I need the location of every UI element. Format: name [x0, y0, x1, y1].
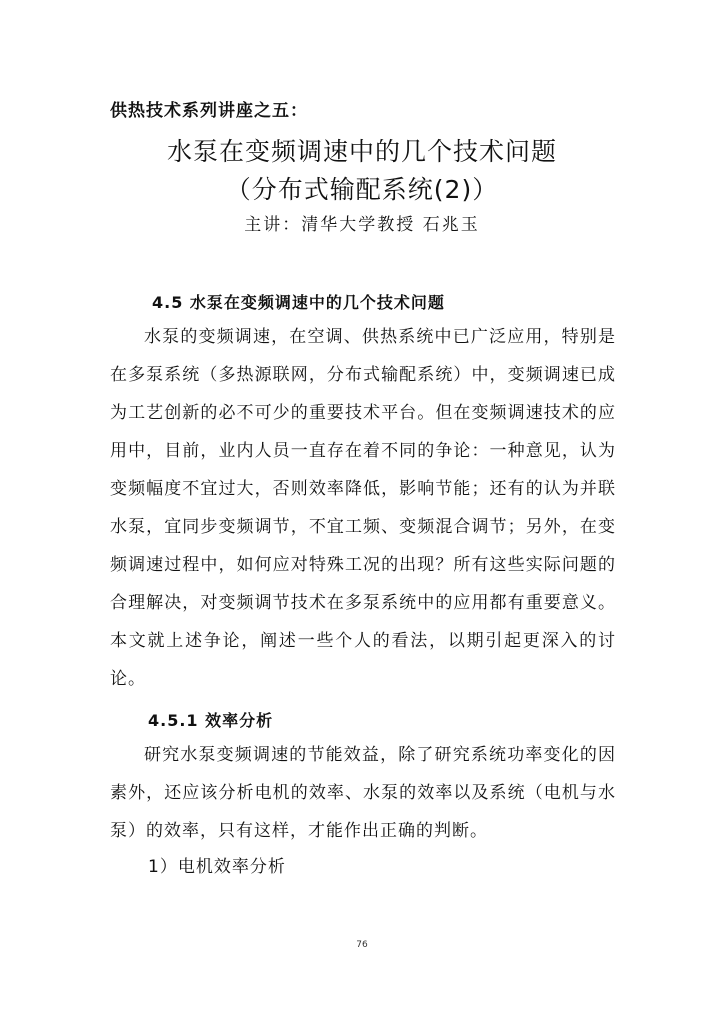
section-heading-4-5-1: 4.5.1 效率分析: [148, 711, 274, 730]
author-line: 主讲：清华大学教授 石兆玉: [244, 215, 480, 235]
page-subtitle: （分布式输配系统(2)）: [225, 175, 499, 204]
list-item: 1）电机效率分析: [148, 857, 286, 877]
page-title: 水泵在变频调速中的几个技术问题: [166, 137, 557, 166]
section-heading-4-5: 4.5 水泵在变频调速中的几个技术问题: [152, 293, 445, 312]
section-paragraph-4-5-1: 研究水泵变频调速的节能效益，除了研究系统功率变化的因素外，还应该分析电机的效率、水泵的效率以及系统（电机与水泵）的效率，只有这样，才能作出正确的判断。: [110, 745, 616, 841]
page-number: 76: [356, 940, 368, 950]
section-paragraph-4-5: 水泵的变频调速，在空调、供热系统中已广泛应用，特别是在多泵系统（多热源联网，分布式输配系统）中，变频调速已成为工艺创新的必不可少的重要技术平台。但在变频调速技术的应用中，目前，业内人员一直存在着不同的争论：一种意见，认为变频幅度不宜过大，否则效率降低，影响节能；还有的认为并联水泵，宜同步变频调节，不宜工频、变频混合调节；另外，在变频调速过程中，如何应对特殊工况的出现？所有这些实际问题的合理解决，对变频调节技术在多泵系统中的应用都有重要意义。本文就上述争论，阐述一些个人的看法，以期引起更深入的讨论。: [110, 327, 616, 689]
series-label: 供热技术系列讲座之五：: [110, 101, 308, 121]
